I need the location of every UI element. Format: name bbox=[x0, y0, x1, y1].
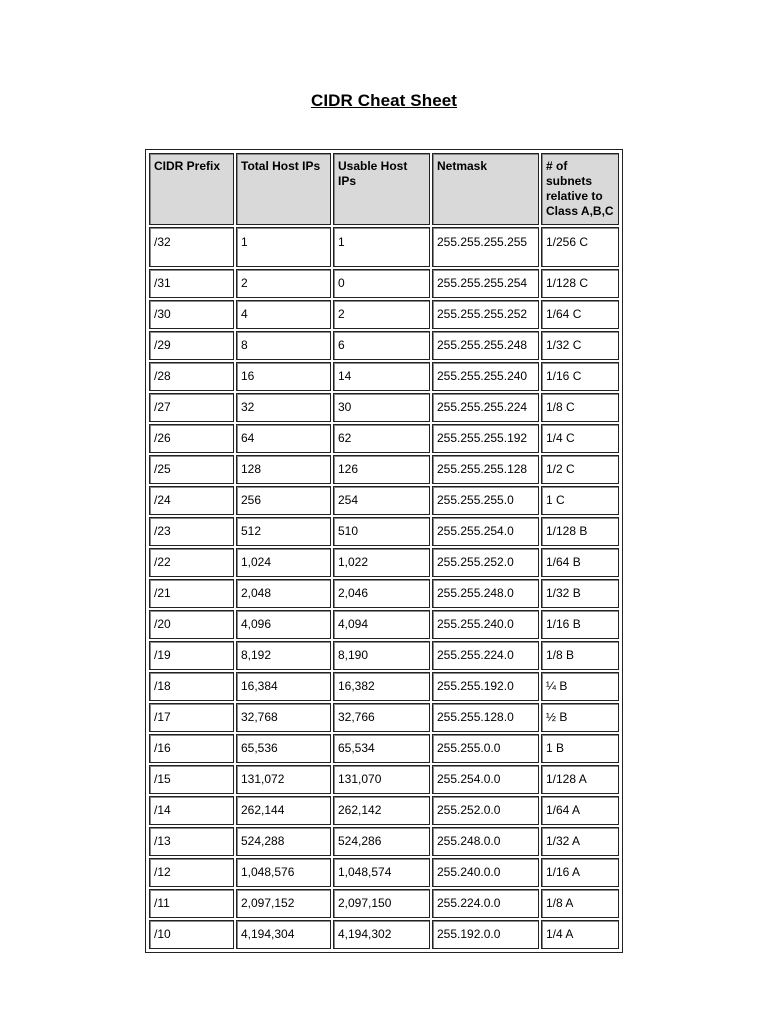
total-host-ips-cell: 16,384 bbox=[236, 672, 331, 701]
table-row bbox=[149, 734, 619, 763]
netmask-cell: 255.240.0.0 bbox=[432, 858, 539, 887]
total-host-ips-cell: 262,144 bbox=[236, 796, 331, 825]
total-host-ips-cell: 131,072 bbox=[236, 765, 331, 794]
subnets-relative-cell: 1/4 A bbox=[541, 920, 619, 949]
netmask-cell: 255.255.255.224 bbox=[432, 393, 539, 422]
subnets-relative-cell: 1/2 C bbox=[541, 455, 619, 484]
cidr-prefix-cell: /30 bbox=[149, 300, 234, 329]
cidr-prefix-cell: /11 bbox=[149, 889, 234, 918]
subnets-relative-cell: 1/16 B bbox=[541, 610, 619, 639]
header-netmask: Netmask bbox=[432, 153, 539, 225]
netmask-cell: 255.255.255.248 bbox=[432, 331, 539, 360]
usable-host-ips-cell: 6 bbox=[333, 331, 430, 360]
netmask-cell: 255.252.0.0 bbox=[432, 796, 539, 825]
subnets-relative-cell: 1/16 A bbox=[541, 858, 619, 887]
subnets-relative-cell: 1/32 C bbox=[541, 331, 619, 360]
netmask-cell: 255.255.248.0 bbox=[432, 579, 539, 608]
header-usable-host-ips: Usable Host IPs bbox=[333, 153, 430, 225]
table-row bbox=[149, 227, 619, 267]
usable-host-ips-cell: 65,534 bbox=[333, 734, 430, 763]
table-row bbox=[149, 362, 619, 391]
table-row bbox=[149, 858, 619, 887]
cidr-prefix-cell: /10 bbox=[149, 920, 234, 949]
cidr-prefix-cell: /31 bbox=[149, 269, 234, 298]
usable-host-ips-cell: 4,194,302 bbox=[333, 920, 430, 949]
usable-host-ips-cell: 30 bbox=[333, 393, 430, 422]
cidr-prefix-cell: /32 bbox=[149, 227, 234, 267]
table-row bbox=[149, 424, 619, 453]
cidr-prefix-cell: /26 bbox=[149, 424, 234, 453]
usable-host-ips-cell: 4,094 bbox=[333, 610, 430, 639]
table-row bbox=[149, 641, 619, 670]
netmask-cell: 255.248.0.0 bbox=[432, 827, 539, 856]
table-row bbox=[149, 393, 619, 422]
subnets-relative-cell: 1/64 C bbox=[541, 300, 619, 329]
cidr-table-frame bbox=[145, 149, 623, 953]
cidr-prefix-cell: /28 bbox=[149, 362, 234, 391]
netmask-cell: 255.192.0.0 bbox=[432, 920, 539, 949]
netmask-cell: 255.255.252.0 bbox=[432, 548, 539, 577]
total-host-ips-cell: 128 bbox=[236, 455, 331, 484]
usable-host-ips-cell: 126 bbox=[333, 455, 430, 484]
netmask-cell: 255.255.255.240 bbox=[432, 362, 539, 391]
cidr-prefix-cell: /20 bbox=[149, 610, 234, 639]
table-row bbox=[149, 889, 619, 918]
table-row bbox=[149, 517, 619, 546]
table-row bbox=[149, 269, 619, 298]
subnets-relative-cell: 1/256 C bbox=[541, 227, 619, 267]
header-total-host-ips: Total Host IPs bbox=[236, 153, 331, 225]
table-row bbox=[149, 579, 619, 608]
total-host-ips-cell: 1,024 bbox=[236, 548, 331, 577]
subnets-relative-cell: 1/128 A bbox=[541, 765, 619, 794]
netmask-cell: 255.255.192.0 bbox=[432, 672, 539, 701]
cidr-prefix-cell: /25 bbox=[149, 455, 234, 484]
total-host-ips-cell: 512 bbox=[236, 517, 331, 546]
total-host-ips-cell: 4,194,304 bbox=[236, 920, 331, 949]
table-row bbox=[149, 486, 619, 515]
usable-host-ips-cell: 2,046 bbox=[333, 579, 430, 608]
usable-host-ips-cell: 2 bbox=[333, 300, 430, 329]
subnets-relative-cell: 1/32 B bbox=[541, 579, 619, 608]
total-host-ips-cell: 4 bbox=[236, 300, 331, 329]
header-row bbox=[149, 153, 619, 225]
table-body bbox=[149, 227, 619, 949]
netmask-cell: 255.255.255.0 bbox=[432, 486, 539, 515]
usable-host-ips-cell: 510 bbox=[333, 517, 430, 546]
cidr-prefix-cell: /24 bbox=[149, 486, 234, 515]
cidr-prefix-cell: /21 bbox=[149, 579, 234, 608]
cidr-prefix-cell: /19 bbox=[149, 641, 234, 670]
usable-host-ips-cell: 254 bbox=[333, 486, 430, 515]
netmask-cell: 255.255.255.252 bbox=[432, 300, 539, 329]
total-host-ips-cell: 2 bbox=[236, 269, 331, 298]
total-host-ips-cell: 2,048 bbox=[236, 579, 331, 608]
netmask-cell: 255.255.255.254 bbox=[432, 269, 539, 298]
table-row bbox=[149, 331, 619, 360]
table-row bbox=[149, 300, 619, 329]
cidr-prefix-cell: /16 bbox=[149, 734, 234, 763]
total-host-ips-cell: 16 bbox=[236, 362, 331, 391]
cidr-prefix-cell: /13 bbox=[149, 827, 234, 856]
table-row bbox=[149, 765, 619, 794]
subnets-relative-cell: 1/128 B bbox=[541, 517, 619, 546]
table-row bbox=[149, 610, 619, 639]
subnets-relative-cell: 1/4 C bbox=[541, 424, 619, 453]
subnets-relative-cell: 1/64 B bbox=[541, 548, 619, 577]
total-host-ips-cell: 32 bbox=[236, 393, 331, 422]
total-host-ips-cell: 8 bbox=[236, 331, 331, 360]
subnets-relative-cell: 1 C bbox=[541, 486, 619, 515]
usable-host-ips-cell: 1,022 bbox=[333, 548, 430, 577]
usable-host-ips-cell: 131,070 bbox=[333, 765, 430, 794]
table-row bbox=[149, 455, 619, 484]
total-host-ips-cell: 256 bbox=[236, 486, 331, 515]
header-cidr-prefix: CIDR Prefix bbox=[149, 153, 234, 225]
subnets-relative-cell: 1/8 A bbox=[541, 889, 619, 918]
cidr-table bbox=[147, 151, 621, 951]
netmask-cell: 255.255.255.128 bbox=[432, 455, 539, 484]
usable-host-ips-cell: 0 bbox=[333, 269, 430, 298]
table-row bbox=[149, 672, 619, 701]
table-row bbox=[149, 703, 619, 732]
subnets-relative-cell: 1/128 C bbox=[541, 269, 619, 298]
netmask-cell: 255.224.0.0 bbox=[432, 889, 539, 918]
subnets-relative-cell: ½ B bbox=[541, 703, 619, 732]
subnets-relative-cell: 1/64 A bbox=[541, 796, 619, 825]
usable-host-ips-cell: 14 bbox=[333, 362, 430, 391]
total-host-ips-cell: 2,097,152 bbox=[236, 889, 331, 918]
cidr-prefix-cell: /27 bbox=[149, 393, 234, 422]
cidr-prefix-cell: /17 bbox=[149, 703, 234, 732]
header-subnets-relative: # of subnets relative to Class A,B,C bbox=[541, 153, 619, 225]
subnets-relative-cell: 1/32 A bbox=[541, 827, 619, 856]
total-host-ips-cell: 8,192 bbox=[236, 641, 331, 670]
table-row bbox=[149, 796, 619, 825]
cidr-prefix-cell: /23 bbox=[149, 517, 234, 546]
table-row bbox=[149, 548, 619, 577]
netmask-cell: 255.254.0.0 bbox=[432, 765, 539, 794]
subnets-relative-cell: 1/16 C bbox=[541, 362, 619, 391]
page-title: CIDR Cheat Sheet bbox=[310, 91, 458, 110]
cidr-prefix-cell: /18 bbox=[149, 672, 234, 701]
subnets-relative-cell: 1 B bbox=[541, 734, 619, 763]
usable-host-ips-cell: 1 bbox=[333, 227, 430, 267]
usable-host-ips-cell: 62 bbox=[333, 424, 430, 453]
total-host-ips-cell: 1 bbox=[236, 227, 331, 267]
total-host-ips-cell: 4,096 bbox=[236, 610, 331, 639]
total-host-ips-cell: 1,048,576 bbox=[236, 858, 331, 887]
table-row bbox=[149, 827, 619, 856]
subnets-relative-cell: 1/8 B bbox=[541, 641, 619, 670]
subnets-relative-cell: 1/8 C bbox=[541, 393, 619, 422]
total-host-ips-cell: 64 bbox=[236, 424, 331, 453]
total-host-ips-cell: 524,288 bbox=[236, 827, 331, 856]
cidr-prefix-cell: /29 bbox=[149, 331, 234, 360]
netmask-cell: 255.255.255.255 bbox=[432, 227, 539, 267]
cidr-prefix-cell: /14 bbox=[149, 796, 234, 825]
cidr-prefix-cell: /12 bbox=[149, 858, 234, 887]
cidr-prefix-cell: /15 bbox=[149, 765, 234, 794]
netmask-cell: 255.255.224.0 bbox=[432, 641, 539, 670]
netmask-cell: 255.255.0.0 bbox=[432, 734, 539, 763]
netmask-cell: 255.255.255.192 bbox=[432, 424, 539, 453]
usable-host-ips-cell: 524,286 bbox=[333, 827, 430, 856]
usable-host-ips-cell: 262,142 bbox=[333, 796, 430, 825]
table-row bbox=[149, 920, 619, 949]
netmask-cell: 255.255.254.0 bbox=[432, 517, 539, 546]
netmask-cell: 255.255.240.0 bbox=[432, 610, 539, 639]
usable-host-ips-cell: 1,048,574 bbox=[333, 858, 430, 887]
total-host-ips-cell: 65,536 bbox=[236, 734, 331, 763]
cidr-prefix-cell: /22 bbox=[149, 548, 234, 577]
usable-host-ips-cell: 8,190 bbox=[333, 641, 430, 670]
netmask-cell: 255.255.128.0 bbox=[432, 703, 539, 732]
usable-host-ips-cell: 16,382 bbox=[333, 672, 430, 701]
subnets-relative-cell: ¼ B bbox=[541, 672, 619, 701]
usable-host-ips-cell: 32,766 bbox=[333, 703, 430, 732]
total-host-ips-cell: 32,768 bbox=[236, 703, 331, 732]
usable-host-ips-cell: 2,097,150 bbox=[333, 889, 430, 918]
